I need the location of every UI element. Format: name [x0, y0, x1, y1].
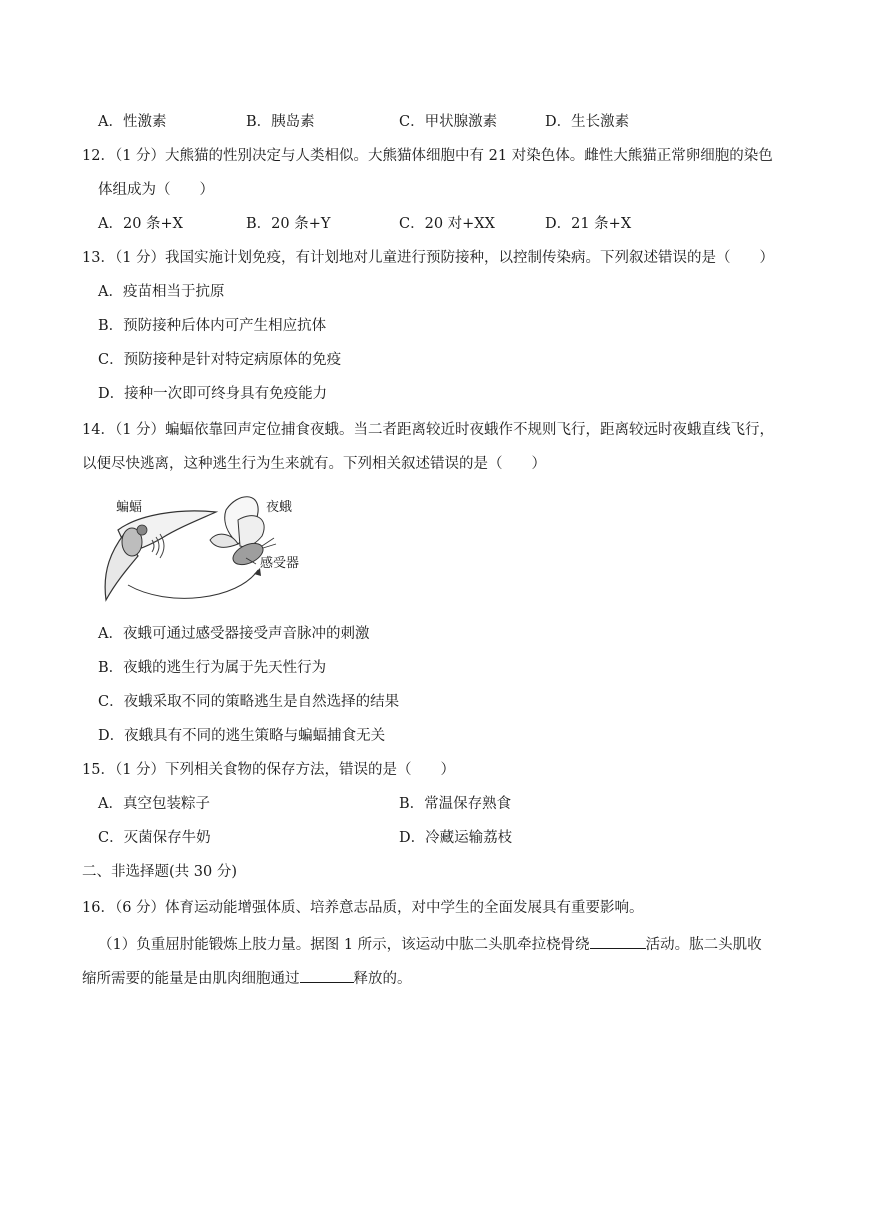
q14-option-c: C．夜蛾采取不同的策略逃生是自然选择的结果	[98, 694, 400, 710]
q14-option-d: D．夜蛾具有不同的逃生策略与蝙蝠捕食无关	[98, 728, 386, 744]
q13-stem: 13．（1 分）我国实施计划免疫，有计划地对儿童进行预防接种，以控制传染病。下列叙述错误的是（ ）	[82, 250, 775, 266]
q16-part1-text-c: 缩所需要的能量是由肌肉细胞通过	[82, 971, 300, 987]
q13-option-a: A．疫苗相当于抗原	[98, 284, 225, 300]
q11-option-b: B．胰岛素	[246, 114, 315, 130]
q14-stem-line2: 以便尽快逃离，这种逃生行为生来就有。下列相关叙述错误的是（ ）	[82, 456, 546, 472]
moth-label: 夜蛾	[266, 500, 293, 515]
q12-option-c: C．20 对+XX	[399, 216, 495, 232]
q15-stem: 15．（1 分）下列相关食物的保存方法，错误的是（ ）	[82, 762, 456, 778]
q16-stem: 16．（6 分）体育运动能增强体质、培养意志品质，对中学生的全面发展具有重要影响。	[82, 900, 644, 916]
answer-blank[interactable]	[300, 966, 354, 983]
q15-option-a: A．真空包装粽子	[98, 796, 210, 812]
q14-stem-line1: 14．（1 分）蝙蝠依靠回声定位捕食夜蛾。当二者距离较近时夜蛾作不规则飞行，距离较远时夜蛾直线飞行，	[82, 422, 775, 438]
answer-blank[interactable]	[590, 932, 646, 949]
q11-option-c: C．甲状腺激素	[399, 114, 498, 130]
q16-part1-line1	[98, 932, 762, 955]
q16-part1-line2	[82, 966, 412, 989]
q11-option-a: A．性激素	[98, 114, 167, 130]
q13-option-c: C．预防接种是针对特定病原体的免疫	[98, 352, 342, 368]
q12-option-b: B．20 条+Y	[246, 216, 331, 232]
q15-option-b: B．常温保存熟食	[399, 796, 512, 812]
section-heading: 二、非选择题(共 30 分)	[82, 864, 237, 880]
bat-moth-figure	[98, 490, 308, 606]
q16-part1-text-d: 释放的。	[353, 971, 412, 987]
q15-option-c: C．灭菌保存牛奶	[98, 830, 211, 846]
q16-part1-text-b: 活动。肱二头肌收	[645, 937, 762, 953]
q14-option-a: A．夜蛾可通过感受器接受声音脉冲的刺激	[98, 626, 370, 642]
q12-stem-line1: 12．（1 分）大熊猫的性别决定与人类相似。大熊猫体细胞中有 21 对染色体。雌性大熊猫正常卵细胞的染色	[82, 148, 773, 164]
q12-option-d: D．21 条+X	[545, 216, 632, 232]
receptor-label: 感受器	[260, 556, 300, 571]
bat-label: 蝙蝠	[116, 500, 143, 515]
q15-option-d: D．冷藏运输荔枝	[399, 830, 513, 846]
q14-option-b: B．夜蛾的逃生行为属于先天性行为	[98, 660, 327, 676]
q13-option-d: D．接种一次即可终身具有免疫能力	[98, 386, 328, 402]
q13-option-b: B．预防接种后体内可产生相应抗体	[98, 318, 327, 334]
q12-stem-line2: 体组成为（ ）	[98, 182, 214, 198]
q16-part1-text-a: （1）负重屈肘能锻炼上肢力量。据图 1 所示，该运动中肱二头肌牵拉桡骨绕	[98, 937, 590, 953]
q12-option-a: A．20 条+X	[98, 216, 184, 232]
q11-option-d: D．生长激素	[545, 114, 630, 130]
